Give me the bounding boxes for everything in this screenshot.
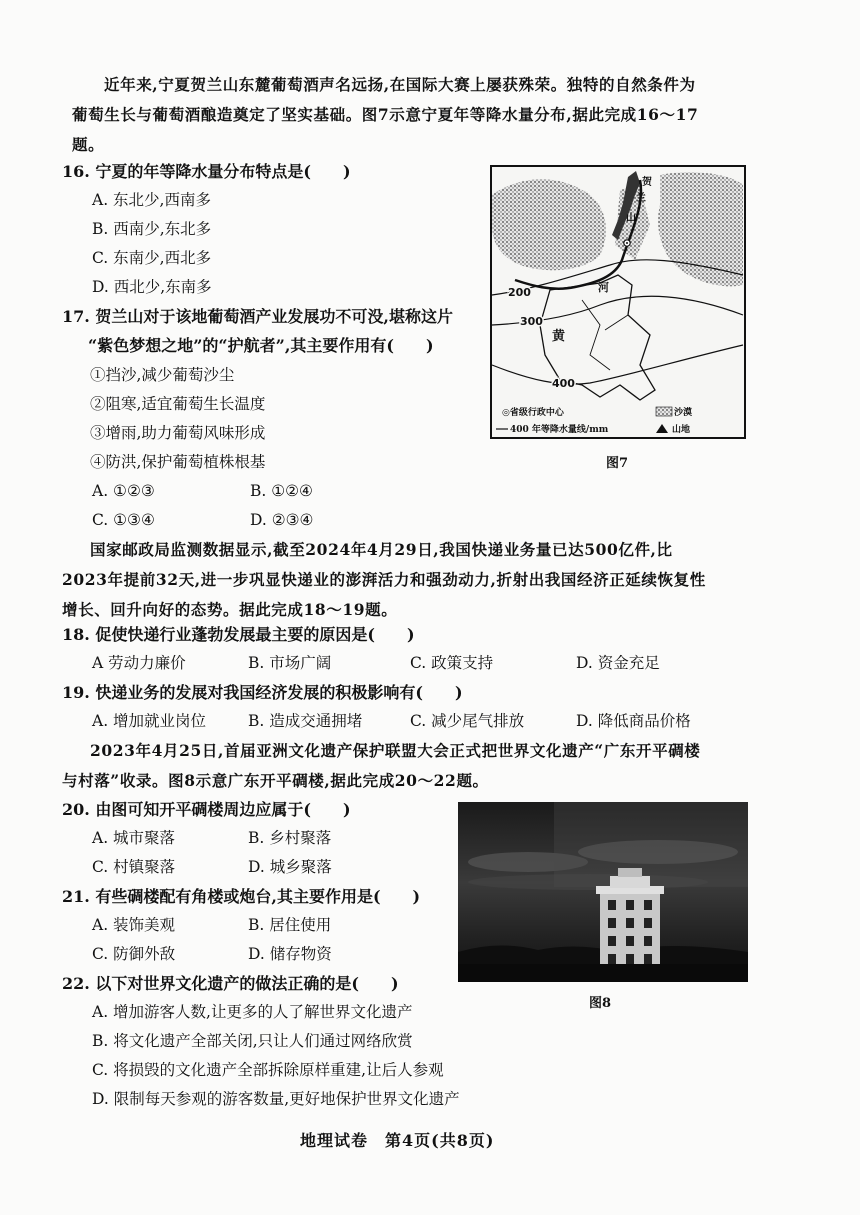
question-20-stem: 20. 由图可知开平碉楼周边应属于( ) — [62, 800, 351, 819]
figure-8-photo — [458, 802, 748, 982]
q17-option-d: D. ②③④ — [250, 511, 314, 529]
intro-3-line-2: 与村落”收录。图8示意广东开平碉楼,据此完成20～22题。 — [62, 771, 489, 790]
q22-option-a: A. 增加游客人数,让更多的人了解世界文化遗产 — [92, 1003, 413, 1021]
q21-option-a: A. 装饰美观 — [92, 916, 176, 934]
isoline-label-400: 400 — [552, 377, 575, 390]
question-17-stem-line-2: “紫色梦想之地”的“护航者”,其主要作用有( ) — [88, 336, 434, 355]
figure-7-map — [490, 165, 746, 439]
q19-option-c: C. 减少尾气排放 — [410, 712, 525, 730]
intro-2-line-1: 国家邮政局监测数据显示,截至2024年4月29日,我国快递业务量已达500亿件,比 — [90, 540, 673, 559]
q21-option-c: C. 防御外敌 — [92, 945, 176, 963]
q17-option-c: C. ①③④ — [92, 511, 155, 529]
legend-mountain: 山地 — [672, 425, 691, 435]
q18-option-b: B. 市场广阔 — [248, 654, 332, 672]
q21-option-b: B. 居住使用 — [248, 916, 332, 934]
q17-item-2: ②阻寒,适宜葡萄生长温度 — [90, 395, 266, 413]
q19-option-a: A. 增加就业岗位 — [92, 712, 207, 730]
q22-option-b: B. 将文化遗产全部关闭,只让人们通过网络欣赏 — [92, 1032, 413, 1050]
q19-option-b: B. 造成交通拥堵 — [248, 712, 363, 730]
watchtower-photo-graphic — [458, 802, 748, 982]
intro-paragraph-2 — [62, 535, 792, 625]
q18-option-c: C. 政策支持 — [410, 654, 494, 672]
intro-paragraph-1 — [72, 70, 792, 160]
q22-option-c: C. 将损毁的文化遗产全部拆除原样重建,让后人参观 — [92, 1061, 444, 1079]
isoline-label-300: 300 — [520, 315, 543, 328]
q17-option-b: B. ①②④ — [250, 482, 313, 500]
intro-2-line-2: 2023年提前32天,进一步巩显快递业的澎湃活力和强劲动力,折射出我国经济正延续恢复性 — [62, 570, 706, 589]
q17-item-1: ①挡沙,减少葡萄沙尘 — [90, 366, 235, 384]
intro-1-line-1: 近年来,宁夏贺兰山东麓葡萄酒声名远扬,在国际大赛上屡获殊荣。独特的自然条件为 — [104, 75, 696, 94]
q16-option-d: D. 西北少,东南多 — [92, 278, 212, 296]
question-22-stem: 22. 以下对世界文化遗产的做法正确的是( ) — [62, 974, 399, 993]
q17-item-3: ③增雨,助力葡萄风味形成 — [90, 424, 266, 442]
q18-option-d: D. 资金充足 — [576, 654, 660, 672]
question-21-stem: 21. 有些碉楼配有角楼或炮台,其主要作用是( ) — [62, 887, 421, 906]
figure-8-caption: 图8 — [589, 996, 612, 1011]
page-footer: 地理试卷 第4页(共8页) — [300, 1131, 495, 1150]
q16-option-a: A. 东北少,西南多 — [92, 191, 211, 209]
legend-isoline: 400 年等降水量线/mm — [510, 425, 609, 435]
question-19-stem: 19. 快递业务的发展对我国经济发展的积极影响有( ) — [62, 683, 463, 702]
q18-option-a: A 劳动力廉价 — [92, 654, 186, 672]
q20-option-c: C. 村镇聚落 — [92, 858, 176, 876]
q20-option-b: B. 乡村聚落 — [248, 829, 332, 847]
question-17-stem-line-1: 17. 贺兰山对于该地葡萄酒产业发展功不可没,堪称这片 — [62, 307, 453, 326]
q21-option-d: D. 储存物资 — [248, 945, 332, 963]
intro-1-line-2: 葡萄生长与葡萄酒酿造奠定了坚实基础。图7示意宁夏年等降水量分布,据此完成16～17 — [72, 105, 699, 124]
q17-option-a: A. ①②③ — [92, 482, 155, 500]
map-label-huang: 黄 — [552, 329, 566, 344]
intro-2-line-3: 增长、回升向好的态势。据此完成18～19题。 — [62, 600, 398, 619]
question-18-stem: 18. 促使快递行业蓬勃发展最主要的原因是( ) — [62, 625, 415, 644]
map-label-he2: 贺 — [642, 177, 652, 188]
legend-desert: 沙漠 — [674, 408, 693, 418]
figure-7-caption: 图7 — [606, 456, 629, 471]
map-label-he: 河 — [598, 281, 609, 294]
map-label-shan: 山 — [626, 213, 636, 224]
precipitation-map-graphic — [490, 165, 746, 439]
intro-3-line-1: 2023年4月25日,首届亚洲文化遗产保护联盟大会正式把世界文化遗产“广东开平碉楼 — [90, 741, 701, 760]
isoline-label-200: 200 — [508, 286, 531, 299]
intro-paragraph-3 — [62, 736, 792, 796]
q16-option-c: C. 东南少,西北多 — [92, 249, 212, 267]
q22-option-d: D. 限制每天参观的游客数量,更好地保护世界文化遗产 — [92, 1090, 460, 1108]
q20-option-d: D. 城乡聚落 — [248, 858, 332, 876]
intro-1-line-3: 题。 — [72, 135, 105, 154]
q17-item-4: ④防洪,保护葡萄植株根基 — [90, 453, 266, 471]
q19-option-d: D. 降低商品价格 — [576, 712, 691, 730]
q20-option-a: A. 城市聚落 — [92, 829, 176, 847]
legend-capital: ◎省级行政中心 — [502, 408, 564, 418]
map-label-lan: 兰 — [636, 193, 646, 204]
legend-desert-swatch — [656, 407, 672, 416]
question-16-stem: 16. 宁夏的年等降水量分布特点是( ) — [62, 162, 351, 181]
q16-option-b: B. 西南少,东北多 — [92, 220, 212, 238]
